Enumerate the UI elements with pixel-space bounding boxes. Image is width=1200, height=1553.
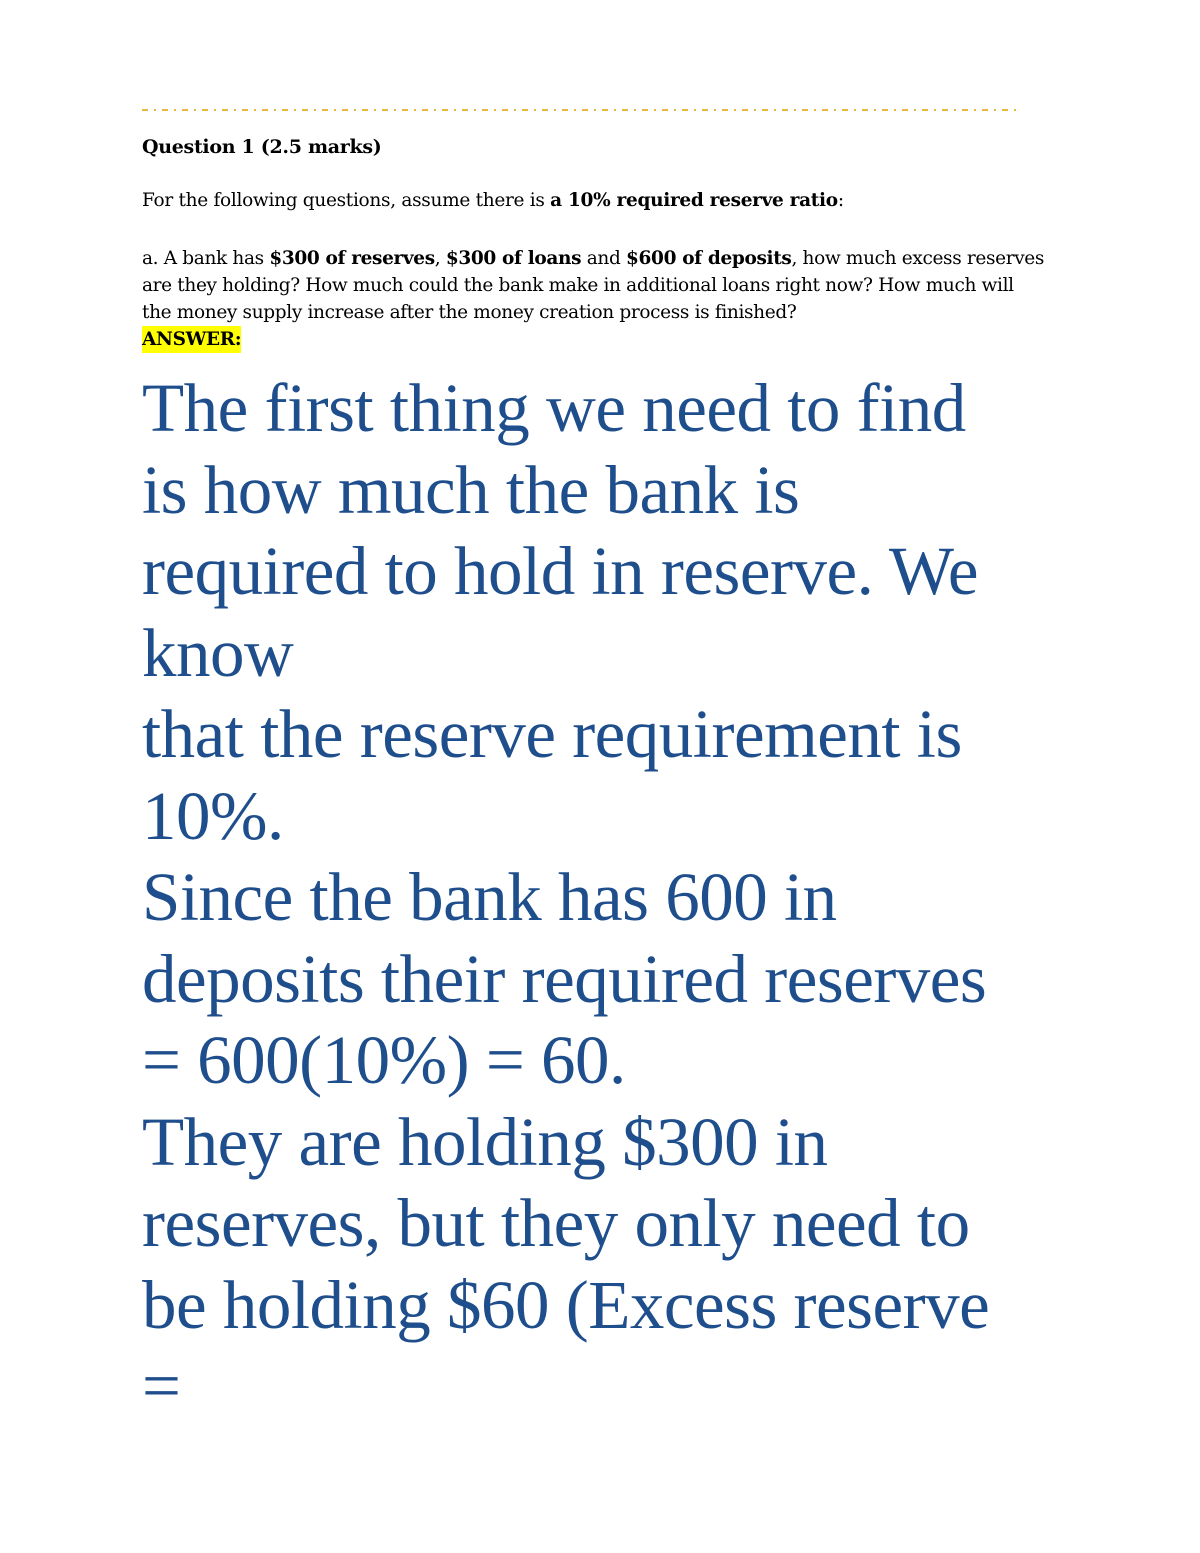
assumption-prefix: For the following questions, assume there is: [142, 190, 551, 211]
answer-line: reserves, but they only need to: [142, 1185, 970, 1261]
answer-line: 10%.: [142, 777, 284, 854]
question-a-line-1: [142, 245, 1077, 272]
answer-line: = 600(10%) = 60.: [142, 1022, 626, 1098]
question-a-line-2: are they holding? How much could the bank make in additional loans right now? How much will: [142, 275, 1014, 296]
reserves-amount: $300 of reserves: [269, 248, 435, 269]
answer-line: is how much the bank is: [142, 451, 800, 528]
answer-line: The first thing we need to find: [142, 370, 966, 446]
answer-line: be holding $60 (Excess reserve: [142, 1266, 990, 1343]
answer-line: know: [142, 614, 294, 691]
answer-label-line: [142, 326, 1077, 353]
answer-line: Since the bank has 600 in: [142, 859, 837, 935]
answer-label: ANSWER:: [142, 326, 241, 353]
question-a-text: a. A bank has: [142, 248, 270, 269]
assumption-bold: a 10% required reserve ratio: [550, 190, 838, 211]
question-a-text: , how much excess reserves: [791, 248, 1045, 269]
deposits-amount: $600 of deposits: [626, 248, 792, 269]
assumption-suffix: :: [837, 190, 844, 211]
dotted-divider: [142, 108, 1018, 112]
question-a-line-3: the money supply increase after the money creation process is finished?: [142, 302, 797, 323]
question-a-text: ,: [434, 248, 446, 269]
answer-body: [142, 368, 1082, 1428]
answer-line: =: [142, 1348, 181, 1424]
question-a-text: and: [581, 248, 627, 269]
answer-line: deposits their required reserves: [142, 940, 987, 1017]
assumption-text: [142, 190, 1082, 211]
answer-line: that the reserve requirement is: [142, 696, 962, 772]
answer-line: They are holding $300 in: [142, 1103, 828, 1180]
question-part-a: [142, 245, 1077, 353]
answer-line: required to hold in reserve. We: [142, 533, 979, 609]
question-title: Question 1 (2.5 marks): [142, 136, 382, 158]
loans-amount: $300 of loans: [445, 248, 582, 269]
